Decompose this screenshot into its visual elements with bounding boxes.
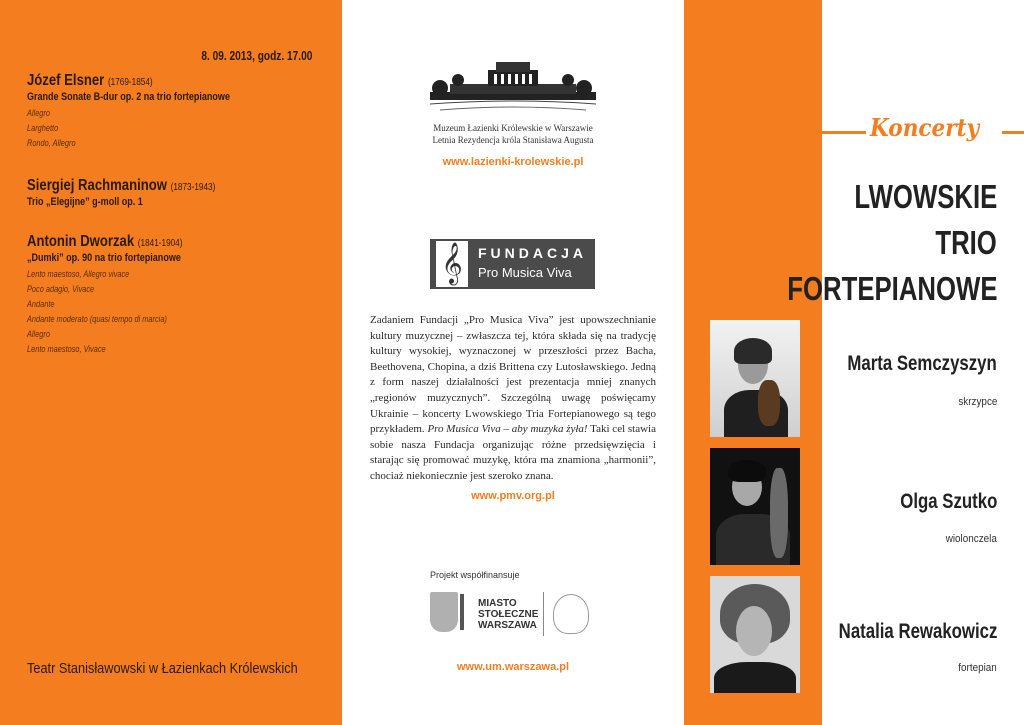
composer-name: Józef Elsner (1769-1854): [27, 72, 153, 89]
work-rachmaninow: [27, 177, 257, 208]
musician-instrument: fortepian: [958, 662, 997, 674]
treble-clef-icon: 𝄞: [436, 241, 468, 287]
foundation-description: Zadaniem Fundacji „Pro Musica Viva” jest upowszechnianie kultury muzycznej – zwłaszcza tej, która składa się na tradycję kultury wysokiej, wyznaczonej w przeszłości przez Bacha, Beethovena, Chopina, a dziś Brittena czy Lutosławskiego. Jedną z form naszej działalności jest prezentacja mniej znanych „regionów muzycznych”. Szczególną uwagę poświęcamy Ukrainie – koncerty Lwowskiego Tria Fortepianowego są tego przykładem. Pro Musica Viva – aby muzyka żyła! Taki cel stawia sobie nasza Fundacja organizując różne przedsięwzięcia i starając się promować muzykę, która ma znamiona „harmonii”, chociaż niekoniecznie jest szeroko znana.: [370, 314, 656, 482]
city-logos: [430, 590, 600, 642]
movement: Poco adagio, Vivace: [27, 284, 95, 294]
city-name: MIASTO STOŁECZNE WARSZAWA: [478, 598, 539, 631]
musician-instrument: skrzypce: [957, 396, 997, 408]
project-label: Projekt współfinansuje: [430, 570, 520, 580]
musician-name: Olga Szutko: [899, 490, 997, 513]
museum-name: Muzeum Łazienki Królewskie w Warszawie: [433, 123, 593, 133]
piece-title: „Dumki” op. 90 na trio fortepianowe: [27, 252, 181, 264]
ensemble-title-line1: LWOWSKIE: [854, 178, 997, 215]
composer-name: Siergiej Rachmaninow (1873-1943): [27, 177, 216, 194]
program-panel: [0, 0, 342, 725]
movement: Allegro: [27, 108, 50, 118]
partner-logo-icon: [553, 594, 589, 634]
photo-natalia-rewakowicz: [710, 576, 800, 693]
photo-marta-semczyszyn: [710, 320, 800, 437]
musician-name: Marta Semczyszyn: [847, 352, 997, 375]
pmv-link[interactable]: www.pmv.org.pl: [471, 490, 555, 502]
foundation-logo: 𝄞 FUNDACJA Pro Musica Viva: [430, 239, 595, 289]
movement: Lento maestoso, Allegro vivace: [27, 269, 130, 279]
piece-title: Grande Sonate B-dur op. 2 na trio fortepianowe: [27, 91, 230, 103]
musician-instrument: wiolonczela: [945, 533, 997, 545]
movement: Andante: [27, 299, 55, 309]
series-label: Koncerty: [870, 113, 980, 142]
movement: Larghetto: [27, 123, 59, 133]
musician-name: Natalia Rewakowicz: [838, 620, 997, 643]
movement: Andante moderato (quasi tempo di marcia): [27, 314, 167, 324]
warsaw-crest-icon: [430, 592, 458, 632]
movement: Rondo, Allegro: [27, 138, 76, 148]
venue: Teatr Stanisławowski w Łazienkach Królewskich: [27, 660, 298, 677]
concert-date: 8. 09. 2013, godz. 17.00: [200, 48, 312, 63]
movement: Allegro: [27, 329, 50, 339]
museum-link[interactable]: www.lazienki-krolewskie.pl: [442, 156, 584, 168]
piece-title: Trio „Elegijne” g-moll op. 1: [27, 196, 143, 208]
work-dworzak: [27, 233, 217, 354]
composer-name: Antonin Dworzak (1841-1904): [27, 233, 183, 250]
movement: Lento maestoso, Vivace: [27, 344, 106, 354]
photo-olga-szutko: [710, 448, 800, 565]
work-elsner: [27, 72, 275, 148]
ensemble-title-line2: TRIO: [935, 224, 997, 261]
ensemble-title-line3: FORTEPIANOWE: [786, 270, 997, 307]
museum-subtitle: Letnia Rezydencja króla Stanisława Augusta: [432, 135, 594, 145]
title-rule: [820, 131, 866, 134]
cover-panel: [786, 0, 1024, 725]
photo-stripe: [684, 0, 822, 725]
palace-logo: [430, 58, 596, 120]
sponsors-panel: [342, 0, 684, 725]
title-rule: [1002, 131, 1024, 134]
city-link[interactable]: www.um.warszawa.pl: [456, 661, 570, 673]
